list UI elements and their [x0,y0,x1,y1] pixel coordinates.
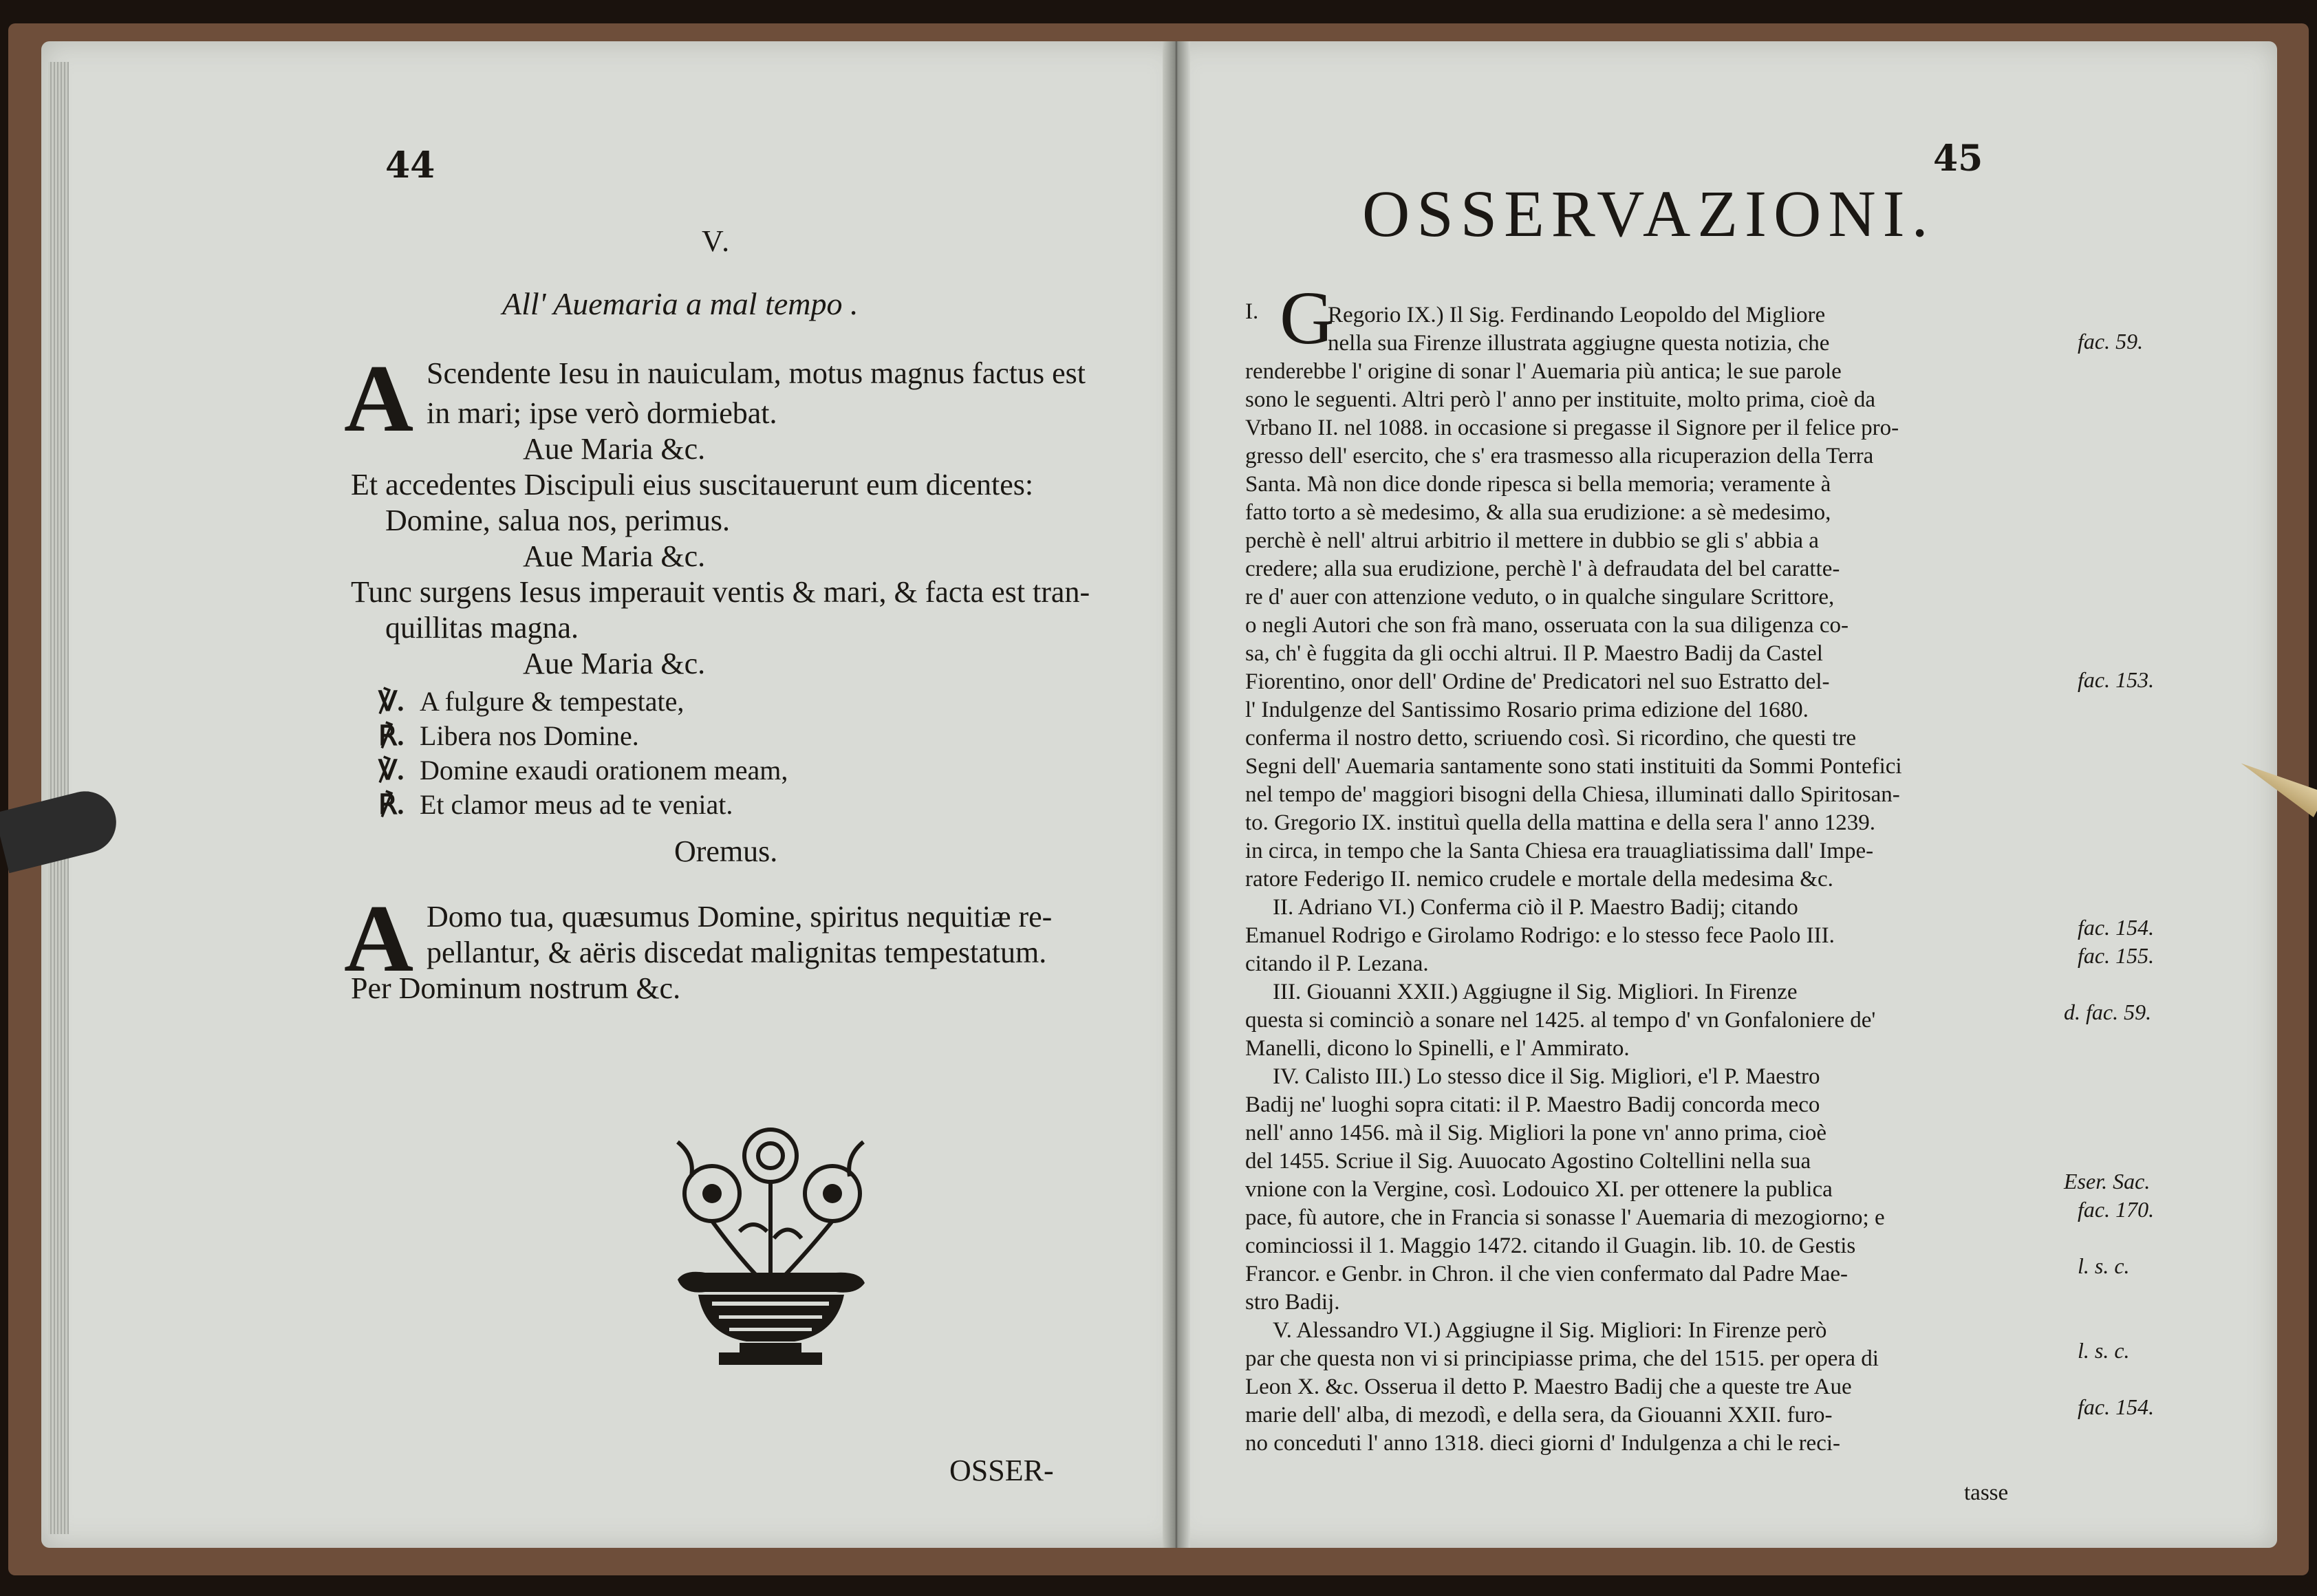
margin-note: fac. 154. [2078,915,2155,940]
margin-note: fac. 170. [2078,1197,2155,1222]
observation-line: Segni dell' Auemaria santamente sono stati instituiti da Sommi Pontefici [1245,754,1902,779]
observation-line: l' Indulgenze del Santissimo Rosario prima edizione del 1680. [1245,698,1809,722]
observation-line: Regorio IX.) Il Sig. Ferdinando Leopoldo del Migliore [1328,303,1826,327]
text-line-4: Domine, salua nos, perimus. [385,504,731,537]
observation-line: par che questa non vi si principiasse prima, che del 1515. per opera di [1245,1346,1879,1371]
margin-note: fac. 59. [2078,329,2144,354]
observation-line: Leon X. &c. Osserua il detto P. Maestro Badij che a queste tre Aue [1245,1374,1852,1399]
observation-line: sa, ch' è fuggita da gli occhi altrui. Il P. Maestro Badij da Castel [1245,641,1823,666]
margin-note: l. s. c. [2078,1338,2130,1363]
section-number: V. [702,224,732,258]
observation-line: IV. Calisto III.) Lo stesso dice il Sig. Migliori, e'l P. Maestro [1273,1064,1820,1089]
text-line-2: in mari; ipse verò dormiebat. [427,396,777,430]
page-title: OSSERVAZIONI. [1362,177,1935,250]
observation-line: nel tempo de' maggiori bisogni della Chiesa, illuminati dallo Spiritosan- [1245,782,1900,807]
observation-line: in circa, in tempo che la Santa Chiesa era trauagliatissima dall' Impe- [1245,839,1874,863]
response-line: ℣. Domine exaudi orationem meam, [378,755,788,786]
observation-line: Emanuel Rodrigo e Girolamo Rodrigo: e lo stesso fece Paolo III. [1245,923,1835,948]
observation-line: no conceduti l' anno 1318. dieci giorni d' Indulgenza a chi le reci- [1245,1431,1841,1456]
observation-line: gresso dell' esercito, che s' era trasmesso alla ricuperazion della Terra [1245,444,1874,468]
observation-line: questa si cominciò a sonare nel 1425. al tempo d' vn Gonfaloniere de' [1245,1008,1876,1033]
observation-line: Fiorentino, onor dell' Ordine de' Predicatori nel suo Estratto del- [1245,669,1830,694]
oremus-heading: Oremus. [674,834,778,868]
book-gutter [1163,41,1190,1548]
text-line-8: pellantur, & aëris discedat malignitas tempestatum. [427,936,1047,969]
left-page [41,41,1180,1548]
drop-cap-1: A [344,345,414,452]
observation-line: II. Adriano VI.) Conferma ciò il P. Maestro Badij; citando [1273,895,1798,920]
observation-line: Francor. e Genbr. in Chron. il che vien confermato dal Padre Mae- [1245,1262,1849,1286]
observation-line: Badij ne' luoghi sopra citati: il P. Maestro Badij concorda meco [1245,1092,1820,1117]
margin-note: Eser. Sac. [2064,1169,2151,1194]
observation-line: vnione con la Vergine, così. Lodouico XI. per ottenere la publica [1245,1177,1833,1202]
observation-line: re d' auer con attenzione veduto, o in qualche singulare Scrittore, [1245,585,1835,610]
observation-line: nell' anno 1456. mà il Sig. Migliori la pone vn' anno prima, cioè [1245,1121,1826,1145]
closing-line: Per Dominum nostrum &c. [351,971,681,1005]
observation-line: to. Gregorio IX. instituì quella della mattina e della sera l' anno 1239. [1245,810,1875,835]
observation-line: III. Giouanni XXII.) Aggiugne il Sig. Migliori. In Firenze [1273,980,1798,1004]
observation-line: Vrbano II. nel 1088. in occasione si pregasse il Signore per il felice pro- [1245,416,1899,440]
text-line-6: quillitas magna. [385,611,579,645]
observation-line: V. Alessandro VI.) Aggiugne il Sig. Migliori: In Firenze però [1273,1318,1827,1343]
observation-line: credere; alla sua erudizione, perchè l' à defraudata del bel caratte- [1245,557,1840,581]
page-number-right: 45 [1933,138,1983,180]
margin-note: fac. 154. [2078,1394,2155,1419]
observation-line: sono le seguenti. Altri però l' anno per instituite, molto prima, cioè da [1245,387,1876,412]
observation-line: fatto torto a sè medesimo, & alla sua erudizione: a sè medesimo, [1245,500,1831,525]
observation-line: pace, fù autore, che in Francia si sonasse l' Auemaria di mezogiorno; e [1245,1205,1885,1230]
observation-line: citando il P. Lezana. [1245,951,1429,976]
observation-line: Manelli, dicono lo Spinelli, e l' Ammirato. [1245,1036,1630,1061]
observation-line: del 1455. Scriue il Sig. Auuocato Agostino Coltellini nella sua [1245,1149,1811,1174]
para-label: I. [1245,299,1259,324]
text-line-1: Scendente Iesu in nauiculam, motus magnus factus est [427,356,1086,390]
observation-line: stro Badij. [1245,1290,1340,1315]
prayer-heading: All' Auemaria a mal tempo . [502,286,859,321]
ave-maria-1: Aue Maria &c. [523,432,706,466]
text-line-5: Tunc surgens Iesus imperauit ventis & mari, & facta est tran- [351,575,1090,609]
observation-line: nella sua Firenze illustrata aggiugne questa notizia, che [1328,331,1830,356]
observation-line: conferma il nostro detto, scriuendo così. Si ricordino, che questi tre [1245,726,1857,751]
observation-line: cominciossi il 1. Maggio 1472. citando il Guagin. lib. 10. de Gestis [1245,1233,1856,1258]
text-line-3: Et accedentes Discipuli eius suscitauerunt eum dicentes: [351,468,1034,502]
right-page [1170,41,2277,1548]
catchword-left: OSSER- [949,1454,1054,1487]
margin-note: fac. 155. [2078,943,2155,968]
observation-line: o negli Autori che son frà mano, osseruata con la sua diligenza co- [1245,613,1849,638]
margin-note: fac. 153. [2078,667,2155,692]
observation-line: marie dell' alba, di mezodì, e della sera, da Giouanni XXII. furo- [1245,1403,1833,1427]
page-number-left: 44 [385,144,435,186]
drop-cap-g: G [1280,276,1335,360]
observation-line: Santa. Mà non dice donde ripesca si bella memoria; veramente à [1245,472,1831,497]
ave-maria-3: Aue Maria &c. [523,647,706,680]
catchword-right: tasse [1964,1480,2009,1505]
response-line: ℟. Et clamor meus ad te veniat. [378,789,733,820]
observation-line: ratore Federigo II. nemico crudele e mortale della medesima &c. [1245,867,1833,892]
response-line: ℣. A fulgure & tempestate, [378,686,685,717]
drop-cap-2: A [344,885,414,992]
margin-note: d. fac. 59. [2064,1000,2152,1024]
text-line-7: Domo tua, quæsumus Domine, spiritus nequitiæ re- [427,900,1053,934]
margin-note: l. s. c. [2078,1253,2130,1278]
flower-vase-ornament [664,1114,877,1369]
ave-maria-2: Aue Maria &c. [523,539,706,573]
observation-line: perchè è nell' altrui arbitrio il mettere in dubbio se gli s' abbia a [1245,528,1819,553]
observation-line: renderebbe l' origine di sonar l' Auemaria più antica; le sue parole [1245,359,1842,384]
response-line: ℟. Libera nos Domine. [378,720,639,751]
